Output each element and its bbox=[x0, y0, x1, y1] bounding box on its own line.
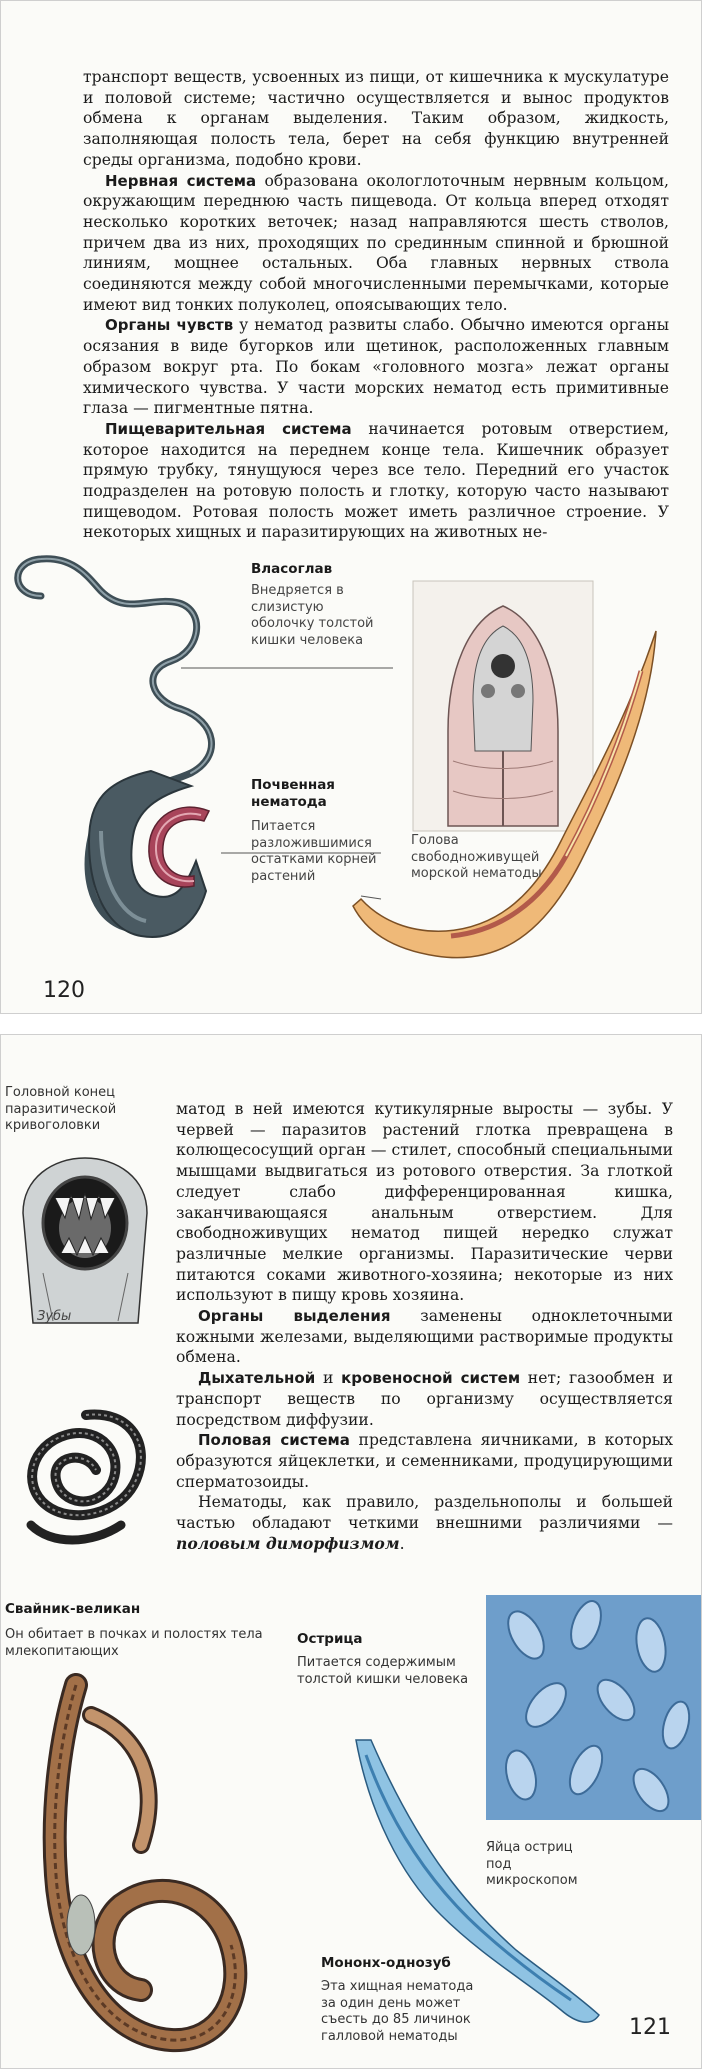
term-sexual-dimorphism: половым диморфизмом bbox=[176, 1533, 400, 1553]
paragraph-transport: транспорт веществ, усвоенных из пищи, от кишечника к мускулатуре и половой системе; частично осуществляется и вынос продуктов обмена к органам выделения. Таким образом, жидкость, заполняющая полость тела, берет на себя функцию внутренней среды организма, подобно крови. bbox=[83, 68, 669, 169]
term-circulatory: кровеносной систем bbox=[341, 1369, 521, 1388]
paragraph-teeth: матод в ней имеются кутикулярные выросты — зубы. У червей — паразитов растений глотка превращена в колющесосущий орган — стилет, способный специальными мышцами выдвигаться из ротового отверстия. За глоткой следует слабо дифференцированная кишка, заканчивающаяся анальным отверстием. Для свободноживущих нематод пищей нередко служат различные мелкие организмы. Паразитические черви питаются соками животного-хозяина; некоторые из них используют в пищу кровь хозяина. bbox=[176, 1100, 673, 1305]
giant-kidney-worm-illustration bbox=[21, 1675, 251, 2055]
nervous-system-text: образована окологлоточным нервным кольцом, окружающим переднюю часть пищевода. От кольца вперед отходят несколько коротких веточек; назад направляются шесть стволов, причем два из них, проходящих по срединным спинной и брюшной линиям, мощнее остальных. Оба главных нервных ствола соединяются между собой многочисленными перемычками, которые имеют вид тонких полуколец, опоясывающих тело. bbox=[83, 171, 669, 314]
pinworm-eggs-caption: Яйца остриц под микроскопом bbox=[486, 1840, 578, 1888]
pinworm-caption-title: Острица bbox=[297, 1631, 363, 1647]
marine-nematode-caption-text: Голова свободноживущей морской нематоды bbox=[411, 833, 542, 881]
giant-kidney-worm-caption-text: Он обитает в почках и полостях тела млекопитающих bbox=[5, 1627, 263, 1659]
respiration-conjunction: и bbox=[315, 1369, 342, 1388]
whipworm-caption-title: Власоглав bbox=[251, 561, 333, 577]
soil-nematode-caption-text: Питается разложившимися остатками корней растений bbox=[251, 819, 377, 884]
mononch-caption-title: Мононх-однозуб bbox=[321, 1955, 451, 1971]
paragraph-dimorphism bbox=[176, 1492, 673, 1554]
whipworm-caption-text: Внедряется в слизистую оболочку толстой кишки человека bbox=[251, 583, 374, 648]
paragraph-excretion bbox=[176, 1306, 673, 1368]
hook-head-caption: Головной конец паразитической кривоголовки bbox=[5, 1085, 117, 1133]
dimorphism-end: . bbox=[399, 1534, 405, 1553]
teeth-label: Зубы bbox=[37, 1309, 72, 1324]
term-nervous-system: Нервная система bbox=[105, 171, 257, 190]
page-120 bbox=[0, 0, 702, 1014]
page-121 bbox=[0, 1034, 702, 2069]
mononch-caption-text: Эта хищная нематода за один день может съесть до 85 личинок галловой нематоды bbox=[321, 1979, 474, 2044]
respiration-text: нет; газообмен и транспорт веществ по организму осуществляется посредством диффузии. bbox=[176, 1369, 673, 1429]
paragraph-respiration bbox=[176, 1368, 673, 1430]
giant-kidney-worm-caption-title: Свайник-великан bbox=[5, 1601, 141, 1617]
page-121-body-text bbox=[176, 1099, 673, 1554]
digestive-system-text: начинается ротовым отверстием, которое находится на переднем конце тела. Кишечник образует прямую трубку, тянущуюся через все тело. Передний его участок подразделен на ротовую полость и глотку, которую часто называют пищеводом. Ротовая полость может иметь различное строение. У некоторых хищных и паразитирующих на животных не- bbox=[83, 419, 669, 542]
term-digestive-system: Пищеварительная система bbox=[105, 419, 352, 438]
term-respiratory: Дыхательной bbox=[198, 1369, 316, 1388]
hookworm-head-illustration bbox=[13, 1153, 158, 1333]
pinworm-caption-text: Питается содержимым толстой кишки человека bbox=[297, 1655, 469, 1687]
term-reproductive-system: Половая система bbox=[198, 1431, 350, 1450]
excretory-organs-text: заменены одноклеточными кожными железами, выделяющими растворимые продукты обмена. bbox=[176, 1307, 673, 1367]
pinworm-eggs-micrograph bbox=[486, 1595, 702, 1820]
page-number: 120 bbox=[43, 978, 85, 1003]
dimorphism-text: Нематоды, как правило, раздельнополы и большей частью обладают четкими внешними различиями — bbox=[176, 1493, 673, 1533]
coiled-worm-illustration bbox=[11, 1395, 161, 1555]
paragraph-reproduction bbox=[176, 1430, 673, 1492]
term-sense-organs: Органы чувств bbox=[105, 316, 234, 335]
sense-organs-text: у нематод развиты слабо. Обычно имеются органы осязания в виде бугорков или щетинок, расположенных главным образом вокруг рта. По бокам «головного мозга» лежат органы химического чувства. У части морских нематод есть примитивные глаза — пигментные пятна. bbox=[83, 316, 670, 418]
soil-nematode-caption-title: Почвенная нематода bbox=[251, 777, 335, 810]
reproductive-system-text: представлена яичниками, в которых образуются яйцеклетки, и семенниками, продуцирующими сперматозоиды. bbox=[176, 1431, 673, 1491]
term-excretory-organs: Органы выделения bbox=[198, 1307, 391, 1326]
page-separator bbox=[0, 1014, 702, 1034]
page-number: 121 bbox=[629, 2015, 671, 2040]
